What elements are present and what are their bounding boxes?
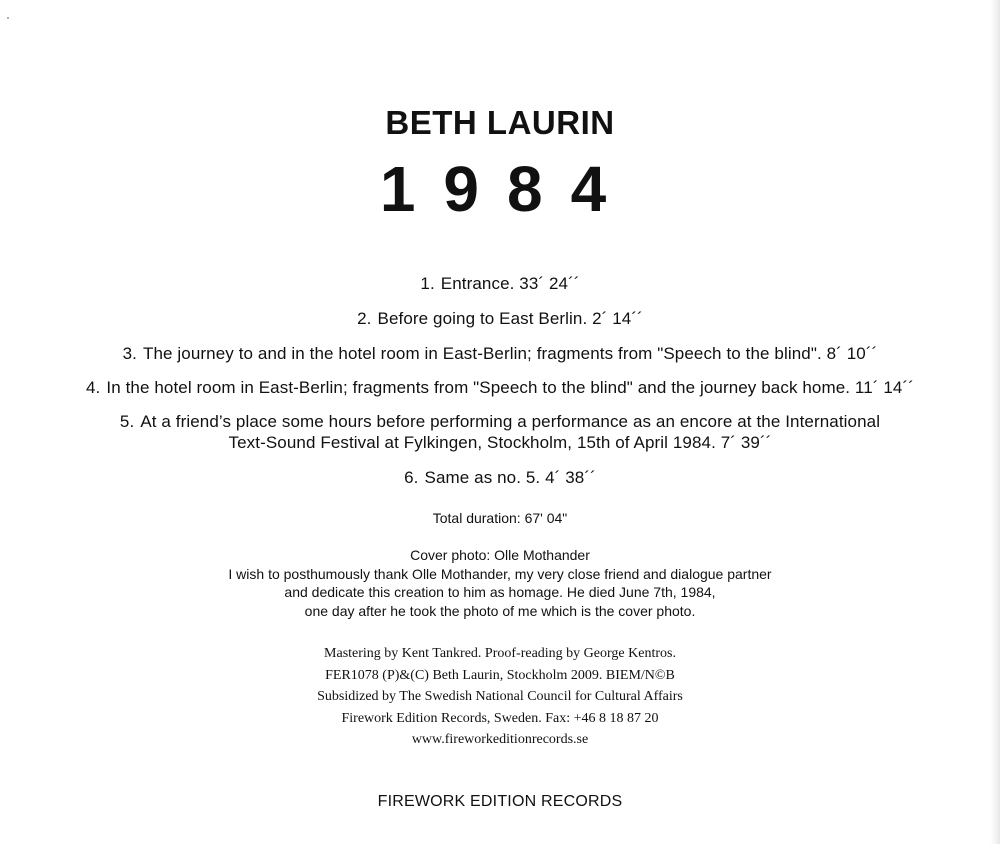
- track-number: 6.: [404, 468, 419, 487]
- track-text: Before going to East Berlin. 2´ 14´´: [377, 309, 643, 328]
- track-number: 5.: [119, 412, 135, 431]
- website-url: www.fireworkeditionrecords.se: [411, 732, 589, 747]
- subsidy-note: Subsidized by The Swedish National Council for Cultural Affairs: [317, 689, 683, 704]
- track-item: [0, 343, 1000, 364]
- dedication-line: one day after he took the photo of me which is the cover photo.: [304, 602, 696, 619]
- track-item: [0, 377, 1000, 398]
- fine-print-block: [0, 643, 1000, 751]
- track-number: 3.: [122, 344, 138, 363]
- track-item: [0, 308, 1000, 329]
- print-speck: [7, 17, 9, 19]
- track-text: The journey to and in the hotel room in East-Berlin; fragments from "Speech to the blind". 8´ 10´´: [143, 344, 878, 363]
- record-label: FIREWORK EDITION RECORDS: [377, 793, 623, 810]
- album-title: 1984: [379, 153, 635, 225]
- track-number: 4.: [86, 378, 101, 397]
- artist-name: BETH LAURIN: [385, 104, 615, 141]
- track-number: 1.: [420, 274, 435, 293]
- track-text: Entrance. 33´ 24´´: [440, 274, 580, 293]
- total-duration: Total duration: 67' 04": [432, 510, 568, 526]
- catalog-copyright: FER1078 (P)&(C) Beth Laurin, Stockholm 2009. BIEM/N©B: [325, 667, 675, 683]
- mastering-credit: Mastering by Kent Tankred. Proof-reading by George Kentros.: [324, 646, 676, 661]
- track-item: [0, 467, 1000, 488]
- track-text-continued: Text-Sound Festival at Fylkingen, Stockholm, 15th of April 1984. 7´ 39´´: [228, 433, 772, 452]
- label-contact: Firework Edition Records, Sweden. Fax: +46 8 18 87 20: [341, 710, 659, 726]
- track-number: 2.: [357, 309, 372, 328]
- dedication-line: I wish to posthumously thank Olle Mothander, my very close friend and dialogue partner: [228, 565, 772, 582]
- track-item: [0, 411, 1000, 453]
- credits-block: [0, 546, 1000, 620]
- track-text: At a friend’s place some hours before performing a performance as an encore at the International: [140, 412, 881, 431]
- track-item: [0, 273, 1000, 294]
- dedication-line: and dedicate this creation to him as homage. He died June 7th, 1984,: [284, 584, 716, 600]
- cover-photo-credit: Cover photo: Olle Mothander: [410, 547, 590, 563]
- track-text: In the hotel room in East-Berlin; fragments from "Speech to the blind" and the journey back home. 11´ 14´´: [106, 378, 914, 397]
- track-text: Same as no. 5. 4´ 38´´: [424, 468, 596, 487]
